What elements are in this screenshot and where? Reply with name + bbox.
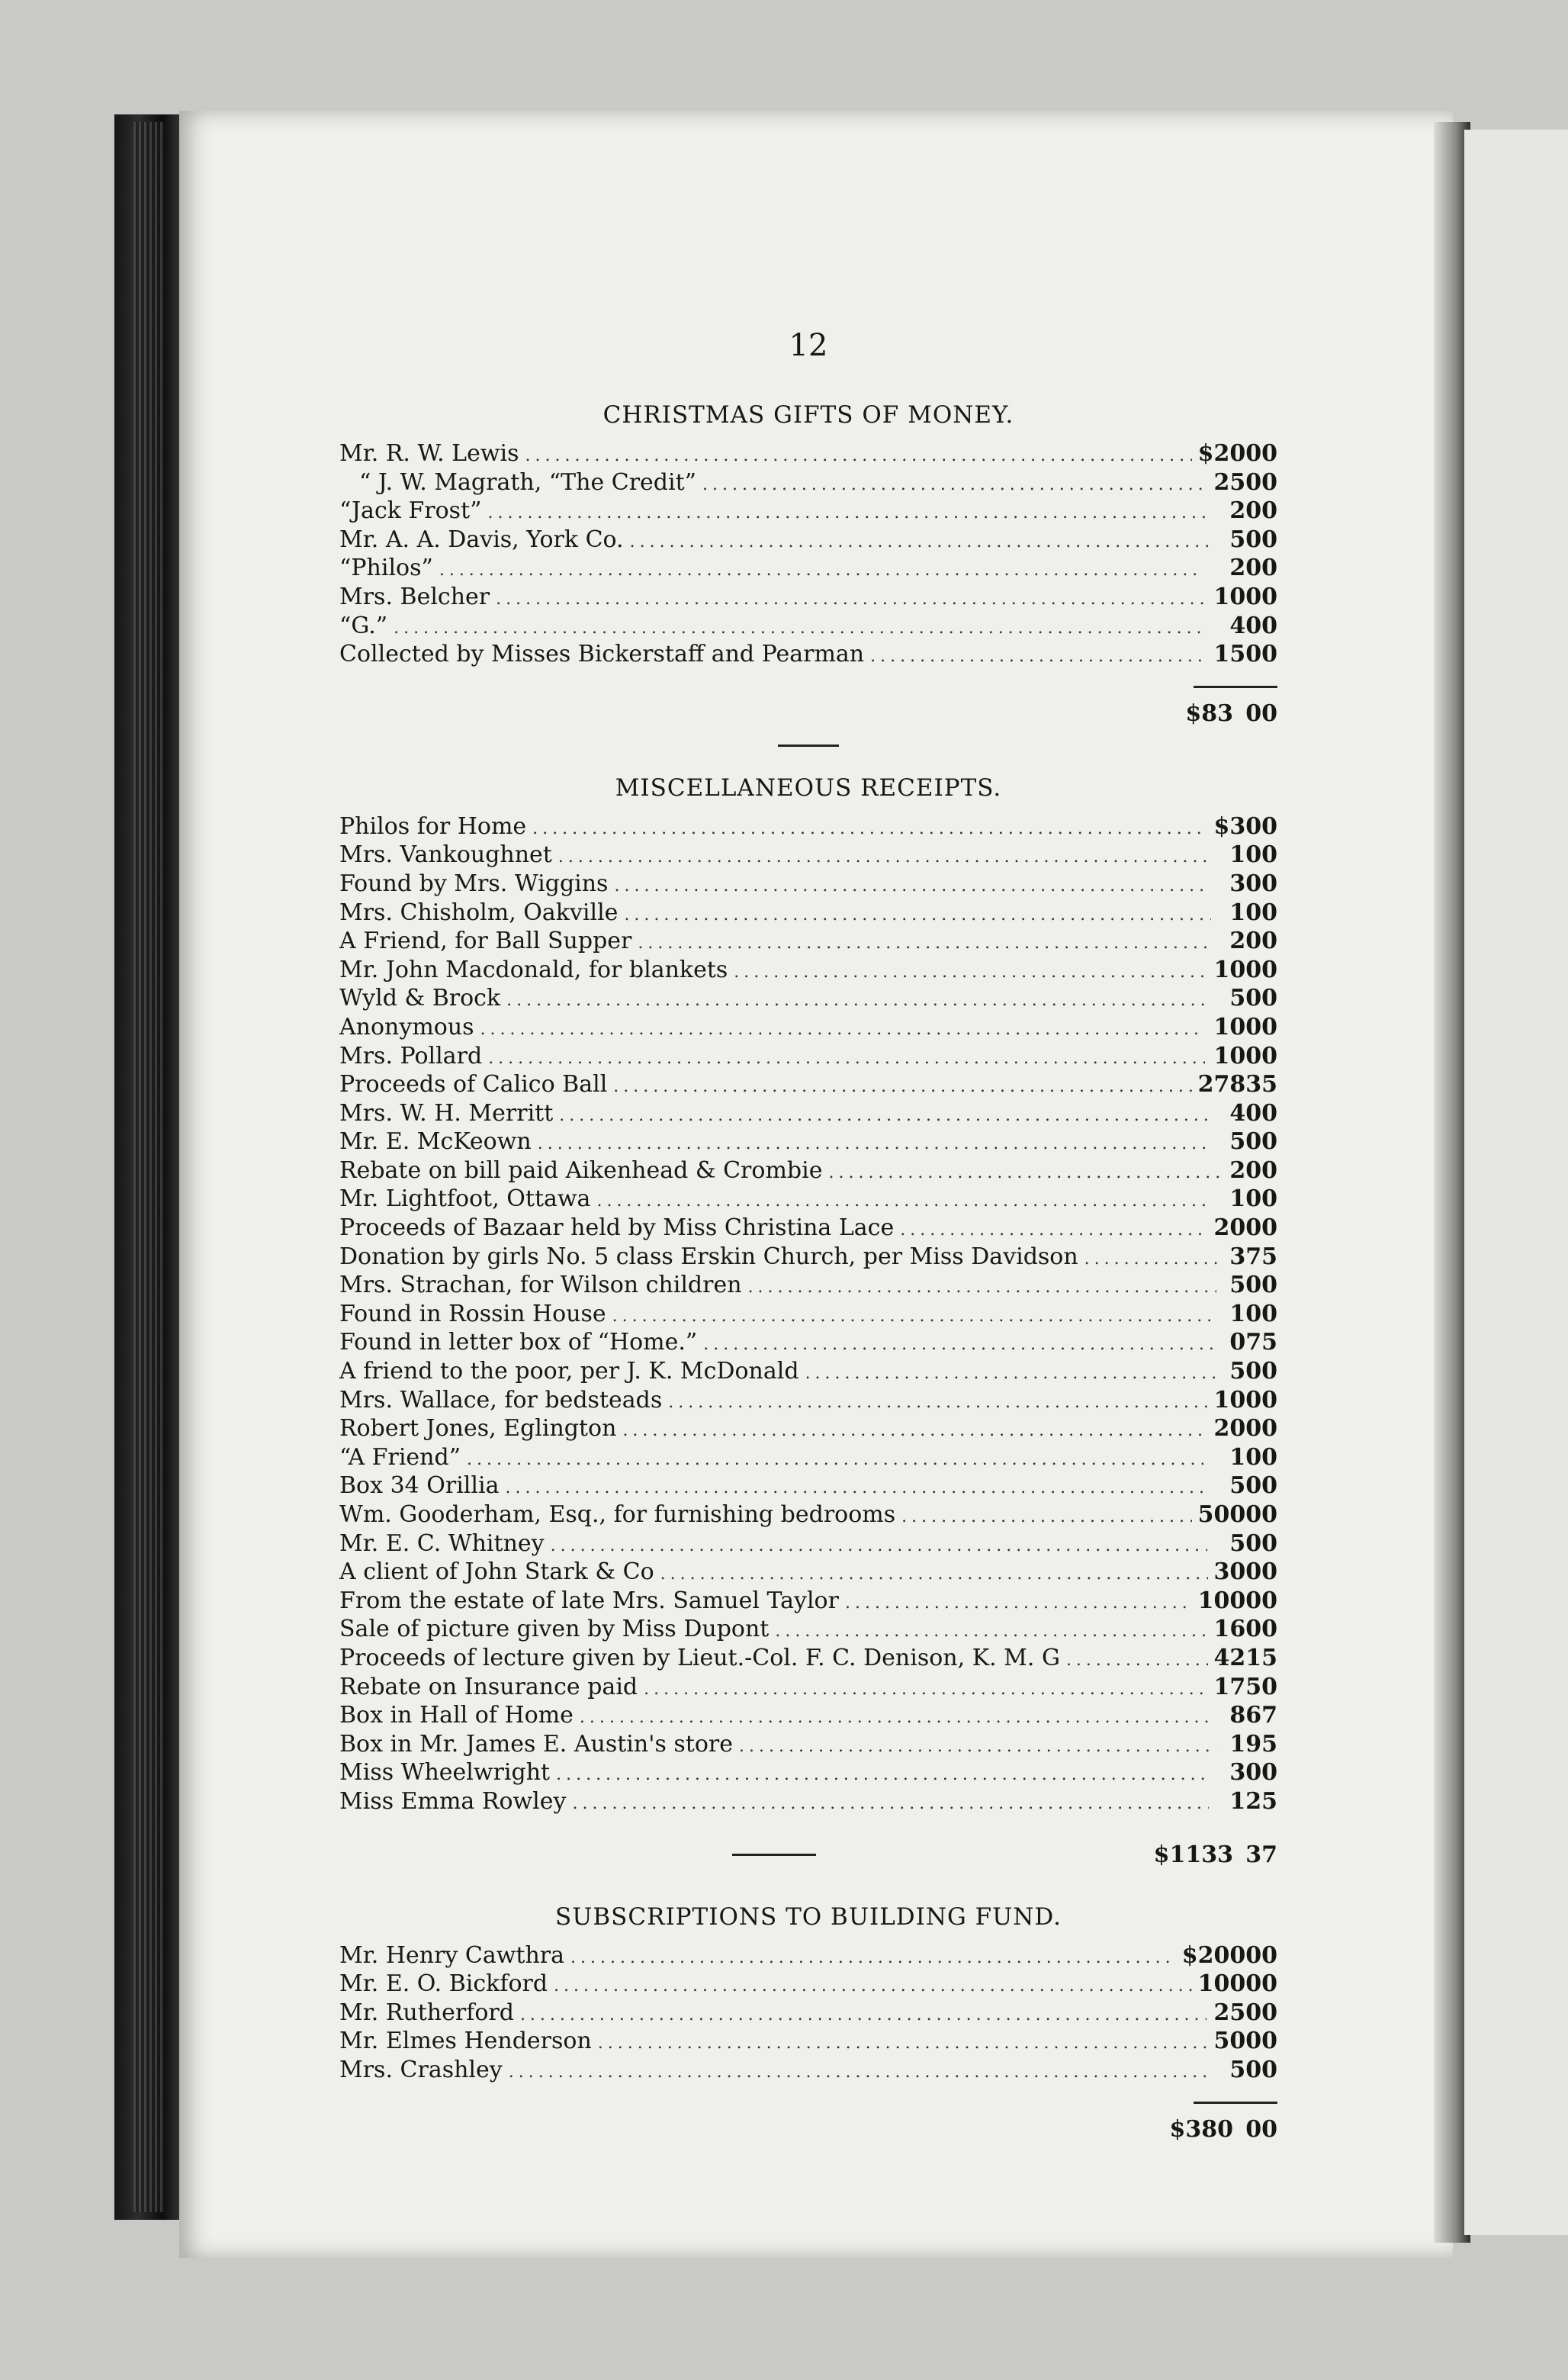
- misc-receipts-title: MISCELLANEOUS RECEIPTS.: [615, 774, 1002, 802]
- ledger-row: [339, 1271, 1277, 1300]
- entry-cents: 00: [1245, 1013, 1277, 1040]
- entry-cents: 00: [1245, 1386, 1277, 1414]
- dot-leader: [559, 1102, 1208, 1130]
- entry-name: Mrs. Pollard: [339, 1042, 483, 1069]
- entry-cents: 00: [1245, 1941, 1277, 1969]
- entry-name: Box in Hall of Home: [339, 1702, 574, 1729]
- entry-name: Mr. Henry Cawthra: [339, 1941, 565, 1969]
- entry-cents: 00: [1245, 468, 1277, 496]
- entry-name: “Philos”: [339, 555, 433, 582]
- entry-name: Mr. E. C. Whitney: [339, 1529, 545, 1557]
- entry-cents: 00: [1245, 1185, 1277, 1213]
- dot-leader: [739, 1732, 1216, 1761]
- entry-dollars: 5: [1229, 1272, 1246, 1299]
- entry-name: A client of John Stark & Co: [339, 1558, 654, 1586]
- ledger-row: [339, 1701, 1277, 1730]
- entry-dollars: 5: [1229, 526, 1246, 553]
- entry-dollars: $20: [1197, 440, 1246, 467]
- entry-name: Found in Rossin House: [339, 1300, 606, 1327]
- ledger-row: [339, 1386, 1277, 1415]
- ledger-row: [339, 899, 1277, 928]
- ledger-row: [339, 1941, 1277, 1970]
- entry-cents: 00: [1245, 899, 1277, 926]
- ledger-row: [339, 1013, 1277, 1042]
- ledger-row: [339, 1243, 1277, 1272]
- entry-dollars: 1: [1229, 1787, 1246, 1815]
- entry-dollars: 5: [1229, 1358, 1246, 1385]
- dot-leader: [622, 1417, 1207, 1446]
- misc-total-dollars: $1133: [1153, 1841, 1233, 1869]
- entry-dollars: 3: [1229, 1243, 1246, 1270]
- entry-cents: 50: [1245, 1673, 1277, 1700]
- dot-leader: [467, 1446, 1203, 1475]
- entry-cents: 00: [1245, 583, 1277, 610]
- entry-name: Mrs. Chisholm, Oakville: [339, 899, 619, 926]
- entry-cents: 00: [1245, 1529, 1277, 1557]
- entry-dollars: 15: [1213, 641, 1246, 668]
- entry-cents: 00: [1245, 641, 1277, 668]
- dot-leader: [638, 929, 1211, 958]
- entry-cents: 00: [1245, 1443, 1277, 1471]
- entry-dollars: 2: [1229, 555, 1246, 582]
- ledger-row: [339, 1214, 1277, 1243]
- entry-cents: 00: [1245, 2056, 1277, 2083]
- entry-dollars: 20: [1213, 1415, 1246, 1442]
- ledger-row: [339, 1300, 1277, 1329]
- ledger-row: [339, 497, 1277, 526]
- dot-leader: [668, 1388, 1207, 1417]
- entry-cents: 25: [1245, 1787, 1277, 1815]
- entry-cents: 00: [1245, 1472, 1277, 1500]
- dot-leader: [506, 986, 1206, 1015]
- entry-cents: 00: [1245, 526, 1277, 553]
- ledger-row: [339, 956, 1277, 985]
- entry-dollars: 10: [1213, 956, 1246, 983]
- entry-name: Wyld & Brock: [339, 985, 501, 1012]
- entry-dollars: $200: [1181, 1941, 1246, 1969]
- misc-receipts-list: [339, 812, 1277, 1816]
- dot-leader: [572, 1790, 1208, 1819]
- entry-name: Miss Wheelwright: [339, 1759, 551, 1787]
- misc-total: [339, 1836, 1277, 1874]
- building-total-dollars: $380: [1169, 2115, 1233, 2143]
- dot-leader: [613, 1073, 1191, 1102]
- ledger-row: [339, 1758, 1277, 1787]
- entry-dollars: 278: [1197, 1071, 1246, 1098]
- dot-leader: [660, 1560, 1208, 1589]
- entry-name: “ J. W. Magrath, “The Credit”: [359, 468, 696, 496]
- ledger-row: [339, 1673, 1277, 1702]
- dot-leader: [509, 2058, 1206, 2087]
- dot-leader: [439, 556, 1203, 585]
- ledger-row: [339, 1787, 1277, 1816]
- ledger-row: [339, 870, 1277, 899]
- entry-cents: 00: [1245, 1358, 1277, 1385]
- entry-name: Box 34 Orillia: [339, 1472, 500, 1500]
- ledger-row: [339, 812, 1277, 841]
- dot-leader: [551, 1532, 1208, 1561]
- ledger-row: [339, 1185, 1277, 1214]
- dot-leader: [394, 614, 1200, 643]
- building-total-rule: [1194, 2102, 1277, 2104]
- entry-dollars: 5: [1229, 1128, 1246, 1156]
- ledger-row: [339, 1471, 1277, 1500]
- entry-name: Mr. Elmes Henderson: [339, 2028, 592, 2055]
- entry-cents: 00: [1245, 1558, 1277, 1586]
- entry-cents: 75: [1245, 1243, 1277, 1270]
- entry-name: Rebate on bill paid Aikenhead & Crombie: [339, 1156, 823, 1184]
- spine-texture: [133, 122, 164, 2212]
- dot-leader: [598, 2029, 1208, 2058]
- entry-cents: 00: [1245, 1272, 1277, 1299]
- entry-dollars: 5: [1229, 1529, 1246, 1557]
- dot-leader: [1084, 1245, 1224, 1274]
- entry-cents: 00: [1245, 928, 1277, 955]
- entry-name: Mr. E. O. Bickford: [339, 1970, 548, 1998]
- ledger-row: [339, 640, 1277, 669]
- dot-leader: [580, 1703, 1209, 1732]
- entry-name: Sale of picture given by Miss Dupont: [339, 1616, 770, 1643]
- entry-cents: 00: [1245, 956, 1277, 983]
- entry-name: Box in Mr. James E. Austin's store: [339, 1730, 734, 1758]
- dot-leader: [901, 1503, 1191, 1532]
- ledger-row: [339, 612, 1277, 641]
- entry-cents: 00: [1245, 1099, 1277, 1127]
- dot-leader: [644, 1675, 1207, 1704]
- entry-dollars: 5: [1229, 2056, 1246, 2083]
- entry-name: Proceeds of Calico Ball: [339, 1071, 608, 1098]
- entry-cents: 00: [1245, 1501, 1277, 1528]
- entry-dollars: 1: [1229, 841, 1246, 869]
- dot-leader: [703, 1330, 1214, 1359]
- entry-cents: 00: [1245, 555, 1277, 582]
- dot-leader: [505, 1474, 1205, 1503]
- entry-name: Robert Jones, Eglington: [339, 1415, 617, 1442]
- entry-name: Mr. R. W. Lewis: [339, 440, 519, 467]
- entry-dollars: 5: [1229, 1472, 1246, 1500]
- dot-leader: [525, 442, 1192, 471]
- dot-leader: [614, 872, 1210, 901]
- christmas-total-cents: 00: [1245, 700, 1277, 727]
- entry-cents: 00: [1245, 1587, 1277, 1614]
- entry-dollars: 50: [1213, 2028, 1246, 2055]
- dot-leader: [487, 499, 1204, 528]
- ledger-row: [339, 1999, 1277, 2028]
- ledger-row: [339, 1357, 1277, 1386]
- dot-leader: [480, 1015, 1205, 1044]
- entry-cents: 00: [1245, 1970, 1277, 1998]
- dot-leader: [612, 1302, 1210, 1331]
- entry-name: Collected by Misses Bickerstaff and Pearman: [339, 641, 865, 668]
- entry-name: Mrs. Crashley: [339, 2056, 503, 2083]
- entry-cents: 35: [1245, 1071, 1277, 1098]
- entry-dollars: 1: [1229, 1730, 1246, 1758]
- entry-cents: 00: [1245, 440, 1277, 467]
- entry-dollars: 2: [1229, 497, 1246, 525]
- entry-cents: 00: [1245, 985, 1277, 1012]
- entry-name: A friend to the poor, per J. K. McDonald: [339, 1358, 799, 1385]
- entry-dollars: 0: [1229, 1329, 1246, 1356]
- christmas-total-rule: [1194, 686, 1277, 688]
- ledger-row: [339, 1328, 1277, 1357]
- ledger-row: [339, 1587, 1277, 1616]
- misc-total-dash: [732, 1854, 816, 1856]
- entry-cents: 00: [1245, 812, 1277, 840]
- dot-leader: [554, 1972, 1192, 2001]
- ledger-row: [339, 841, 1277, 870]
- entry-dollars: 25: [1213, 468, 1246, 496]
- dot-leader: [702, 471, 1208, 500]
- dot-leader: [556, 1761, 1208, 1790]
- entry-cents: 00: [1245, 1415, 1277, 1442]
- entry-name: Mr. Lightfoot, Ottawa: [339, 1185, 591, 1213]
- page-content: [339, 328, 1277, 2145]
- entry-cents: 00: [1245, 2028, 1277, 2055]
- entry-cents: 15: [1245, 1644, 1277, 1671]
- entry-name: Mrs. Wallace, for bedsteads: [339, 1386, 663, 1414]
- entry-dollars: 16: [1213, 1616, 1246, 1643]
- dot-leader: [596, 1187, 1210, 1216]
- entry-dollars: 42: [1213, 1644, 1246, 1671]
- entry-cents: 00: [1245, 1300, 1277, 1327]
- entry-dollars: $3: [1213, 812, 1246, 840]
- entry-name: Mr. Rutherford: [339, 1999, 514, 2026]
- entry-dollars: 2: [1229, 1156, 1246, 1184]
- dot-leader: [538, 1130, 1207, 1159]
- dot-leader: [734, 958, 1207, 987]
- entry-dollars: 20: [1213, 1214, 1246, 1242]
- dot-leader: [775, 1617, 1207, 1646]
- entry-name: Donation by girls No. 5 class Erskin Church, per Miss Davidson: [339, 1243, 1078, 1270]
- page-number: 12: [789, 328, 828, 363]
- ledger-row: [339, 984, 1277, 1013]
- entry-name: “Jack Frost”: [339, 497, 482, 525]
- ledger-row: [339, 1730, 1277, 1759]
- dot-leader: [532, 815, 1207, 844]
- dot-leader: [570, 1944, 1176, 1973]
- entry-dollars: 1: [1229, 1185, 1246, 1213]
- entry-name: A Friend, for Ball Supper: [339, 928, 632, 955]
- ledger-row: [339, 1156, 1277, 1185]
- entry-name: Mrs. Vankoughnet: [339, 841, 552, 869]
- ledger-row: [339, 1644, 1277, 1673]
- entry-dollars: 8: [1229, 1702, 1246, 1729]
- entry-dollars: 4: [1229, 1099, 1246, 1127]
- entry-cents: 00: [1245, 497, 1277, 525]
- entry-dollars: 1: [1229, 1300, 1246, 1327]
- christmas-gifts-list: [339, 439, 1277, 669]
- entry-cents: 95: [1245, 1730, 1277, 1758]
- entry-cents: 00: [1245, 870, 1277, 897]
- dot-leader: [828, 1159, 1220, 1188]
- ledger-row: [339, 1500, 1277, 1529]
- dot-leader: [748, 1273, 1217, 1302]
- entry-name: Mrs. Strachan, for Wilson children: [339, 1272, 742, 1299]
- entry-name: Found in letter box of “Home.”: [339, 1329, 698, 1356]
- entry-dollars: 2: [1229, 928, 1246, 955]
- dot-leader: [496, 585, 1205, 614]
- adjacent-page: [1464, 130, 1568, 2235]
- entry-cents: 00: [1245, 1999, 1277, 2026]
- entry-cents: 00: [1245, 612, 1277, 639]
- entry-dollars: 3: [1229, 870, 1246, 897]
- ledger-row: [339, 1558, 1277, 1587]
- entry-name: Proceeds of Bazaar held by Miss Christina Lace: [339, 1214, 895, 1242]
- entry-dollars: 10: [1213, 583, 1246, 610]
- entry-cents: 75: [1245, 1329, 1277, 1356]
- entry-dollars: 500: [1197, 1501, 1246, 1528]
- entry-dollars: 1: [1229, 899, 1246, 926]
- entry-name: From the estate of late Mrs. Samuel Taylor: [339, 1587, 839, 1614]
- dot-leader: [520, 2001, 1207, 2030]
- entry-name: Miss Emma Rowley: [339, 1787, 567, 1815]
- dot-leader: [900, 1216, 1207, 1245]
- entry-dollars: 25: [1213, 1999, 1246, 2026]
- entry-cents: 00: [1245, 1128, 1277, 1156]
- entry-name: Rebate on Insurance paid: [339, 1673, 638, 1700]
- ledger-row: [339, 1443, 1277, 1472]
- ledger-row: [339, 439, 1277, 468]
- ledger-row: [339, 1070, 1277, 1099]
- ledger-row: [339, 554, 1277, 583]
- ledger-row: [339, 526, 1277, 555]
- building-fund-list: [339, 1941, 1277, 2085]
- christmas-gifts-title: CHRISTMAS GIFTS OF MONEY.: [602, 401, 1014, 429]
- ledger-row: [339, 1615, 1277, 1644]
- dot-leader: [1066, 1646, 1208, 1675]
- entry-dollars: 30: [1213, 1558, 1246, 1586]
- ledger-row: [339, 1042, 1277, 1071]
- dot-leader: [558, 843, 1208, 872]
- entry-name: Proceeds of lecture given by Lieut.-Col. F. C. Denison, K. M. G: [339, 1644, 1060, 1671]
- ledger-row: [339, 1529, 1277, 1558]
- ledger-row: [339, 1099, 1277, 1128]
- christmas-total-dollars: $83: [1185, 700, 1233, 727]
- entry-dollars: 100: [1197, 1970, 1246, 1998]
- ledger-row: [339, 1414, 1277, 1443]
- entry-cents: 67: [1245, 1702, 1277, 1729]
- entry-name: Mr. E. McKeown: [339, 1128, 532, 1156]
- dot-leader: [845, 1589, 1192, 1618]
- entry-cents: 00: [1245, 1214, 1277, 1242]
- building-total: [339, 2115, 1277, 2145]
- entry-name: “A Friend”: [339, 1443, 461, 1471]
- ledger-row: [339, 1127, 1277, 1156]
- dot-leader: [870, 642, 1207, 671]
- entry-cents: 00: [1245, 1759, 1277, 1787]
- dot-leader: [805, 1359, 1219, 1388]
- entry-name: Found by Mrs. Wiggins: [339, 870, 609, 897]
- entry-cents: 00: [1245, 1042, 1277, 1069]
- misc-total-cents: 37: [1245, 1841, 1277, 1869]
- ledger-row: [339, 583, 1277, 612]
- building-total-cents: 00: [1245, 2115, 1277, 2143]
- dot-leader: [488, 1044, 1204, 1073]
- entry-dollars: 100: [1197, 1587, 1246, 1614]
- entry-cents: 00: [1245, 841, 1277, 869]
- dot-leader: [630, 528, 1212, 557]
- ledger-row: [339, 927, 1277, 956]
- ledger-row: [339, 468, 1277, 497]
- ledger-row: [339, 1970, 1277, 1999]
- entry-dollars: 4: [1229, 612, 1246, 639]
- entry-name: Mrs. Belcher: [339, 583, 490, 610]
- ledger-row: [339, 2056, 1277, 2085]
- entry-name: Wm. Gooderham, Esq., for furnishing bedrooms: [339, 1501, 896, 1528]
- entry-dollars: 10: [1213, 1013, 1246, 1040]
- entry-cents: 00: [1245, 1156, 1277, 1184]
- entry-name: Mrs. W. H. Merritt: [339, 1099, 554, 1127]
- christmas-total: [339, 699, 1277, 729]
- entry-dollars: 1: [1229, 1443, 1246, 1471]
- entry-cents: 00: [1245, 1616, 1277, 1643]
- entry-name: Mr. A. A. Davis, York Co.: [339, 526, 624, 553]
- building-fund-title: SUBSCRIPTIONS TO BUILDING FUND.: [555, 1902, 1062, 1931]
- entry-dollars: 10: [1213, 1386, 1246, 1414]
- entry-name: Philos for Home: [339, 812, 527, 840]
- entry-dollars: 3: [1229, 1759, 1246, 1787]
- ledger-row: [339, 2027, 1277, 2056]
- entry-dollars: 10: [1213, 1042, 1246, 1069]
- entry-name: Anonymous: [339, 1013, 474, 1040]
- entry-name: Mr. John Macdonald, for blankets: [339, 956, 728, 983]
- dot-leader: [624, 901, 1210, 930]
- entry-dollars: 5: [1229, 985, 1246, 1012]
- entry-dollars: 17: [1213, 1673, 1246, 1700]
- entry-name: “G.”: [339, 612, 388, 639]
